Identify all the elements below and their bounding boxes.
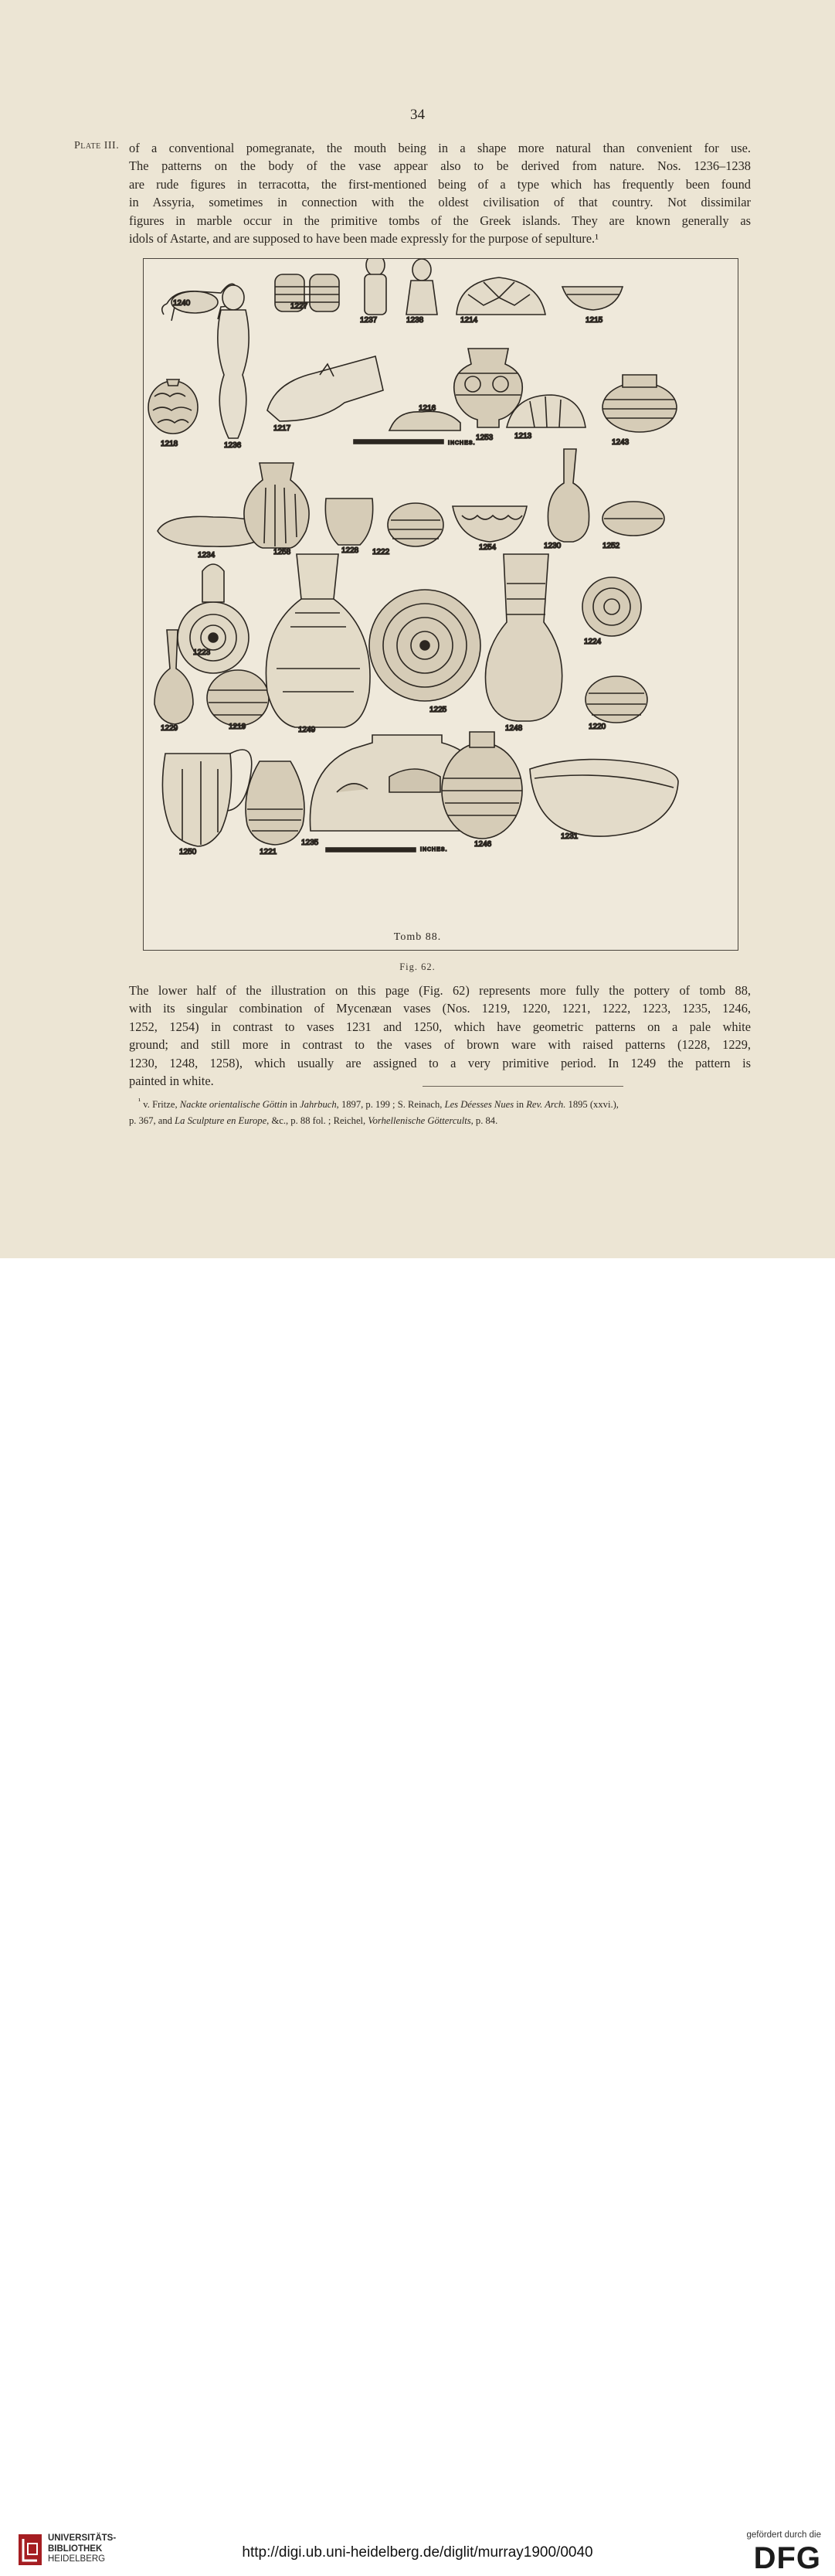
logo-line: HEIDELBERG <box>48 2554 106 2564</box>
animal-head-1217 <box>267 356 383 421</box>
jar-1243 <box>602 375 677 432</box>
footnote <box>129 1094 751 1129</box>
paragraph-line: are rude figures in terracotta, the first-mentioned being of a type which has frequently been found <box>129 176 751 192</box>
svg-text:1243: 1243 <box>612 438 630 447</box>
svg-text:1224: 1224 <box>584 638 602 646</box>
scale-bar-1 <box>354 440 443 444</box>
svg-text:1213: 1213 <box>514 432 532 441</box>
paragraph-line: in Assyria, sometimes in connection with the oldest civilisation of that country. Not dissimilar <box>129 195 751 210</box>
paragraph-line: of a conventional pomegranate, the mouth being in a shape more natural than convenient for use. <box>129 141 751 155</box>
svg-text:1219: 1219 <box>229 723 246 731</box>
svg-text:1254: 1254 <box>479 543 497 552</box>
paragraph-line: figures in marble occur in the primitive tombs of the Greek islands. They are known generally as <box>129 213 751 228</box>
paragraph-line: ground; and still more in contrast to the vases of brown ware with raised patterns (1228, 1229, <box>129 1037 751 1053</box>
viewer-footer <box>0 1258 835 2575</box>
paragraph-line: 1252, 1254) in contrast to vases 1231 and 1250, which have geometric patterns on a pale white <box>129 1019 751 1034</box>
pomegranate-vase-1218 <box>148 379 198 434</box>
paragraph-2 <box>129 982 751 1090</box>
bowl-1215 <box>562 287 623 310</box>
svg-text:1249: 1249 <box>298 726 316 734</box>
scale-bar-2 <box>326 848 416 852</box>
paragraph-line: 1230, 1248, 1258), which usually are assigned to a very primitive period. In 1249 the pattern is <box>129 1055 751 1070</box>
svg-text:1246: 1246 <box>474 840 492 849</box>
permalink-url[interactable]: http://digi.ub.uni-heidelberg.de/diglit/murray1900/0040 <box>242 2544 593 2561</box>
figure-caption: Fig. 62. <box>399 961 436 972</box>
bowl-1254 <box>453 506 527 542</box>
bowl-1231 <box>530 760 678 837</box>
paragraph-line: The patterns on the body of the vase appear also to be derived from nature. Nos. 1236–1238 <box>129 158 751 174</box>
jug-1258 <box>244 463 309 548</box>
pottery-illustration <box>144 259 738 950</box>
flask-1224 <box>582 577 641 636</box>
footnote-divider <box>423 1086 623 1087</box>
svg-text:1223: 1223 <box>193 648 211 657</box>
stirrup-jar-1222 <box>388 503 443 546</box>
logo-line: BIBLIOTHEK <box>48 2544 103 2554</box>
svg-text:1220: 1220 <box>589 723 606 731</box>
paragraph-line: painted in white. <box>129 1074 214 1089</box>
svg-text:1228: 1228 <box>341 546 359 555</box>
svg-text:1253: 1253 <box>476 434 494 442</box>
paragraph-line: idols of Astarte, and are supposed to have been made expressly for the purpose of sepulture.¹ <box>129 231 599 247</box>
figure-title: Tomb 88. <box>393 931 442 943</box>
svg-text:1235: 1235 <box>301 839 319 847</box>
paragraph-1 <box>129 139 751 247</box>
svg-text:1238: 1238 <box>406 316 424 325</box>
svg-text:1236: 1236 <box>224 441 242 450</box>
logo-line: UNIVERSITÄTS- <box>48 2533 117 2543</box>
paragraph-line: The lower half of the illustration on this page (Fig. 62) represents more fully the pottery of tomb 88, <box>129 983 751 998</box>
stirrup-jar-1220 <box>586 676 647 723</box>
svg-text:1217: 1217 <box>273 424 291 433</box>
svg-text:1214: 1214 <box>460 316 478 325</box>
stirrup-jar-1219 <box>207 670 269 726</box>
svg-text:1215: 1215 <box>586 316 603 325</box>
sponsor-label: gefördert durch die <box>746 2530 821 2540</box>
svg-text:INCHES.: INCHES. <box>448 441 476 446</box>
svg-text:1216: 1216 <box>419 404 436 413</box>
jug-1249 <box>266 554 370 727</box>
dfg-logo[interactable]: DFG <box>753 2541 821 2575</box>
cup-1228 <box>325 499 372 545</box>
svg-text:1258: 1258 <box>273 548 291 556</box>
jug-1248 <box>485 554 562 721</box>
svg-text:1218: 1218 <box>161 440 178 448</box>
svg-text:INCHES.: INCHES. <box>420 847 448 852</box>
astarte-figurine-1236 <box>218 285 249 438</box>
lid-1214 <box>457 277 545 315</box>
dish-1225 <box>369 590 480 701</box>
svg-text:1234: 1234 <box>198 551 216 560</box>
figurine-1238 <box>406 259 437 315</box>
footnote-line-2: p. 367, and La Sculpture en Europe, &c., p. 88 fol. ; Reichel, Vorhellenische Göttercults, p. 84. <box>129 1115 498 1127</box>
svg-text:1240: 1240 <box>173 299 191 308</box>
svg-text:1252: 1252 <box>602 542 620 550</box>
svg-text:1229: 1229 <box>161 724 178 733</box>
lion-figure-1216 <box>389 411 460 430</box>
svg-text:1227: 1227 <box>290 302 308 311</box>
page-number: 34 <box>410 107 425 123</box>
svg-text:1221: 1221 <box>260 848 277 856</box>
svg-text:1222: 1222 <box>372 548 390 556</box>
margin-label: Plate III. <box>74 140 120 151</box>
jug-1230 <box>548 449 589 542</box>
figure-plate <box>143 258 738 951</box>
paragraph-line: with its singular combination of Mycenæan vases (Nos. 1219, 1220, 1221, 1222, 1223, 1235, 1246, <box>129 1001 751 1016</box>
flask-1223 <box>178 564 249 673</box>
svg-text:1225: 1225 <box>429 706 447 714</box>
svg-text:1250: 1250 <box>179 848 197 856</box>
svg-text:1248: 1248 <box>505 724 523 733</box>
footnote-line-1: $^{^1}$ v. Fritze, Nackte orientalische Göttin in Jahrbuch, 1897, p. 199 ; S. Reinach, Les Déesses Nues in Rev. Arch. 1895 (xxvi.), <box>138 1097 619 1111</box>
svg-text:1230: 1230 <box>544 542 562 550</box>
jug-1250 <box>162 750 251 846</box>
jar-1252 <box>602 502 664 536</box>
figurine-1237 <box>365 259 386 315</box>
footnote-marker: ¹ <box>138 1097 141 1106</box>
scanned-page <box>0 0 835 1258</box>
svg-text:1231: 1231 <box>561 832 579 841</box>
svg-text:1237: 1237 <box>360 316 378 325</box>
jug-1221 <box>246 761 304 845</box>
